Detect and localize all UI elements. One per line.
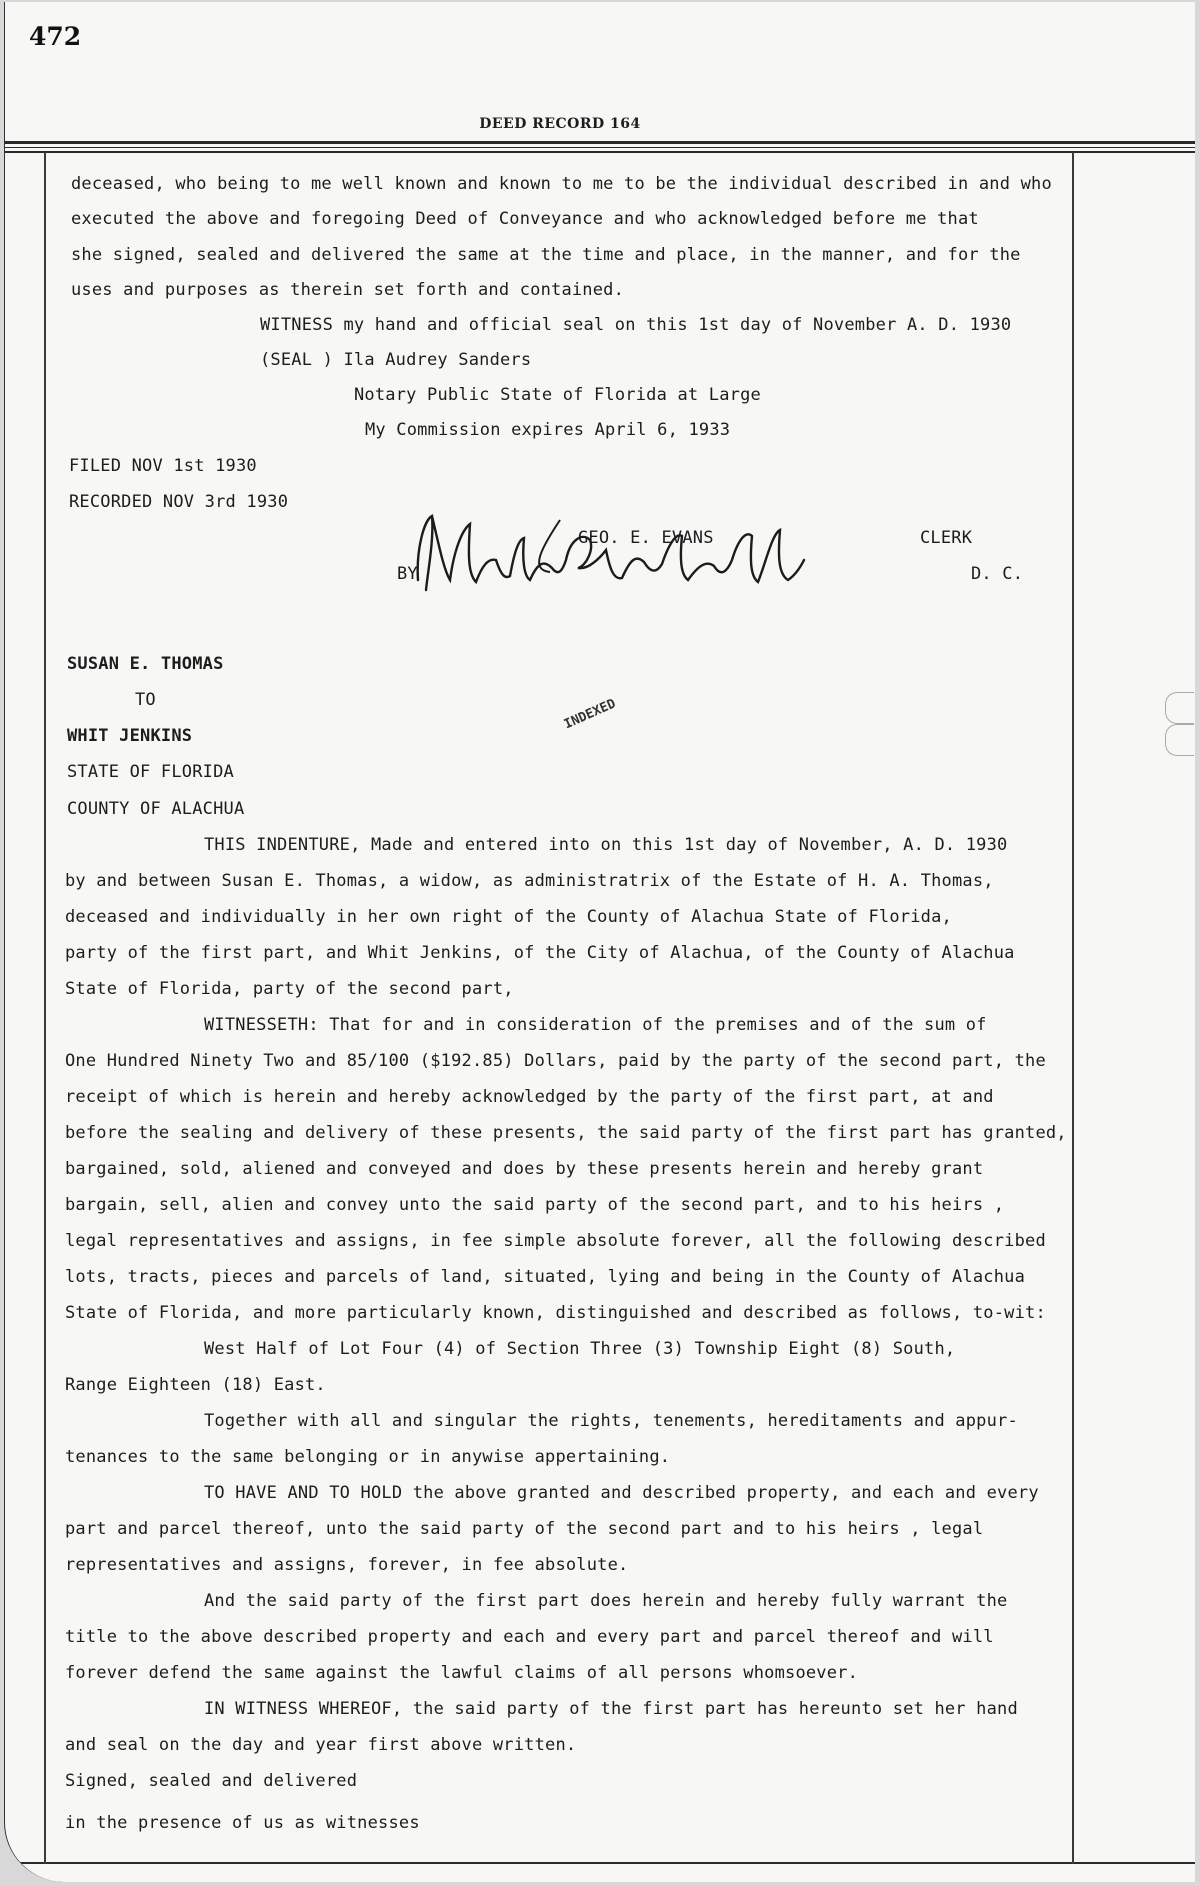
header-rule-bottom	[5, 151, 1195, 153]
grantee-name: WHIT JENKINS	[67, 726, 193, 746]
legal-description: Range Eighteen (18) East.	[65, 1375, 326, 1395]
text-line: Signed, sealed and delivered	[65, 1771, 358, 1791]
text-line: THIS INDENTURE, Made and entered into on this 1st day of November, A. D. 1930	[204, 835, 1008, 855]
text-line: tenances to the same belonging or in anywise appertaining.	[65, 1447, 671, 1467]
state-label: STATE OF FLORIDA	[67, 762, 234, 782]
text-line: representatives and assigns, forever, in fee absolute.	[65, 1555, 629, 1575]
page-number: 472	[29, 22, 82, 51]
to-label: TO	[135, 690, 156, 710]
text-line: One Hundred Ninety Two and 85/100 ($192.85) Dollars, paid by the party of the second part, the	[65, 1051, 1046, 1071]
text-line: bargain, sell, alien and convey unto the said party of the second part, and to his heirs ,	[65, 1195, 1005, 1215]
text-line: executed the above and foregoing Deed of Conveyance and who acknowledged before me that	[71, 209, 979, 229]
clerk-name: GEO. E. EVANS	[578, 528, 714, 548]
recorded-date: RECORDED NOV 3rd 1930	[69, 492, 289, 512]
text-line: WITNESS my hand and official seal on this 1st day of November A. D. 1930	[260, 315, 1012, 335]
text-line: legal representatives and assigns, in fee simple absolute forever, all the following described	[65, 1231, 1046, 1251]
clerk-title: CLERK	[920, 528, 973, 548]
by-label: BY	[397, 564, 418, 584]
binder-notch	[1165, 724, 1194, 756]
indexed-stamp: INDEXED	[561, 696, 619, 733]
header-rule-top	[5, 141, 1195, 144]
page-header: DEED RECORD 164	[479, 116, 641, 132]
text-line: WITNESSETH: That for and in consideration of the premises and of the sum of	[204, 1015, 987, 1035]
binder-notch	[1165, 692, 1194, 724]
text-line: title to the above described property and each and every part and parcel thereof and will	[65, 1627, 994, 1647]
text-line: State of Florida, and more particularly known, distinguished and described as follows, to-wit:	[65, 1303, 1046, 1323]
text-line: deceased, who being to me well known and known to me to be the individual described in and who	[71, 174, 1052, 194]
header-rule-mid	[5, 147, 1195, 148]
text-line: TO HAVE AND TO HOLD the above granted and described property, and each and every	[204, 1483, 1039, 1503]
text-line: she signed, sealed and delivered the same at the time and place, in the manner, and for the	[71, 245, 1021, 265]
grantor-name: SUSAN E. THOMAS	[67, 654, 224, 674]
text-line: Together with all and singular the rights, tenements, hereditaments and appur-	[204, 1411, 1018, 1431]
notary-title: Notary Public State of Florida at Large	[354, 385, 761, 405]
left-margin-line	[44, 152, 46, 1864]
right-margin-line	[1072, 152, 1074, 1864]
text-line: by and between Susan E. Thomas, a widow, as administratrix of the Estate of H. A. Thomas,	[65, 871, 994, 891]
legal-description: West Half of Lot Four (4) of Section Three (3) Township Eight (8) South,	[204, 1339, 956, 1359]
text-line: bargained, sold, aliened and conveyed and does by these presents herein and hereby grant	[65, 1159, 984, 1179]
filed-date: FILED NOV 1st 1930	[69, 456, 257, 476]
deputy-clerk-label: D. C.	[971, 564, 1024, 584]
footer-rule	[5, 1862, 1195, 1864]
text-line: before the sealing and delivery of these presents, the said party of the first part has granted,	[65, 1123, 1067, 1143]
text-line: receipt of which is herein and hereby acknowledged by the party of the first part, at and	[65, 1087, 994, 1107]
deed-record-page	[4, 2, 1195, 1882]
text-line: State of Florida, party of the second part,	[65, 979, 514, 999]
text-line: deceased and individually in her own right of the County of Alachua State of Florida,	[65, 907, 952, 927]
text-line: forever defend the same against the lawful claims of all persons whomsoever.	[65, 1663, 859, 1683]
notary-commission: My Commission expires April 6, 1933	[365, 420, 731, 440]
text-line: part and parcel thereof, unto the said party of the second part and to his heirs , legal	[65, 1519, 984, 1539]
signature-image	[410, 510, 810, 600]
text-line: uses and purposes as therein set forth and contained.	[71, 280, 625, 300]
county-label: COUNTY OF ALACHUA	[67, 799, 245, 819]
text-line: IN WITNESS WHEREOF, the said party of the first part has hereunto set her hand	[204, 1699, 1018, 1719]
text-line: in the presence of us as witnesses	[65, 1813, 420, 1833]
notary-seal-line: (SEAL ) Ila Audrey Sanders	[260, 350, 532, 370]
text-line: party of the first part, and Whit Jenkins, of the City of Alachua, of the County of Alachua	[65, 943, 1015, 963]
text-line: And the said party of the first part does herein and hereby fully warrant the	[204, 1591, 1008, 1611]
text-line: and seal on the day and year first above written.	[65, 1735, 577, 1755]
text-line: lots, tracts, pieces and parcels of land, situated, lying and being in the County of Alachua	[65, 1267, 1026, 1287]
